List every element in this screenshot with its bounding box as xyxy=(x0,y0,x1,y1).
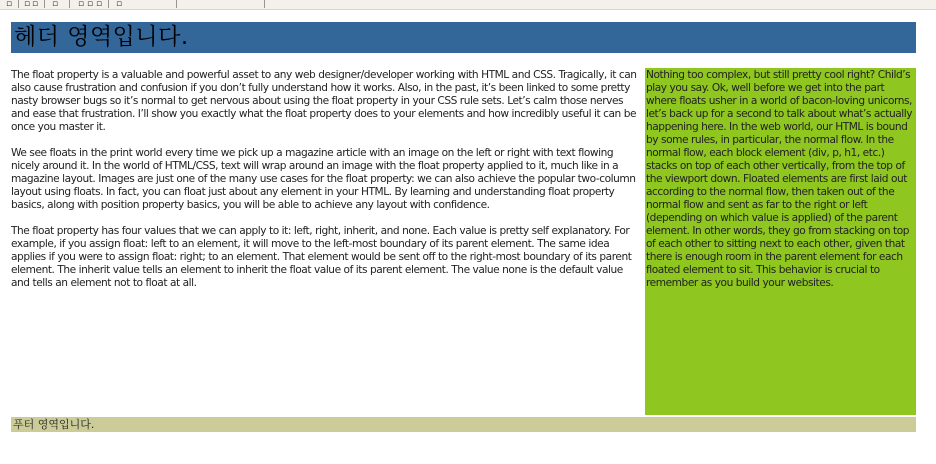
toolbar-separator xyxy=(18,0,19,8)
main-paragraph: The float property is a valuable and powerful asset to any web designer/developer working with HTML and CSS. Tragically, it can also cause frustration and confusion if you don’t fully understand how it works. Also, in the past, it’s been linked to some pretty nasty browser bugs so it’s normal to get nervous about using the float property in your CSS rule sets. Let’s calm those nerves and ease that frustration. I’ll show you exactly what the float property does to your elements and how incredibly useful it can be once you master it. xyxy=(11,69,637,133)
header-title: 헤더 영역입니다. xyxy=(14,24,189,50)
toolbar-glyph-icon[interactable]: ▫ xyxy=(78,0,85,9)
toolbar-separator xyxy=(69,0,70,8)
main-paragraph: The float property has four values that we can apply to it: left, right, inherit, and none. Each value is pretty self explanatory. For example, if you assign float: left to an element, it will move to the left-most boundary of its parent element. The same idea applies if you were to assign float: right; to an element. That element would be sent off to the right-most boundary of its parent element. The inherit value tells an element to inherit the float value of its parent element. The value none is the default value and tells an element not to float at all. xyxy=(11,225,632,289)
toolbar-glyph-icon[interactable]: ▫ xyxy=(52,0,59,9)
toolbar-glyph-icon[interactable]: ▫ xyxy=(96,0,103,9)
main-paragraph: We see floats in the print world every time we pick up a magazine article with an image on the left or right with text flowing nicely around it. In the world of HTML/CSS, text will wrap around an image with the float property applied to it, much like in a magazine layout. Images are just one of the many use cases for the float property: we can also achieve the popular two-column layout using floats. In fact, you can float just about any element in your HTML. By learning and understanding float property basics, along with position property basics, you will be able to achieve any layout with confidence. xyxy=(11,147,636,211)
footer-region xyxy=(11,417,916,432)
toolbar-separator xyxy=(108,0,109,8)
toolbar-glyph-icon[interactable]: ▫ xyxy=(116,0,123,9)
header-region xyxy=(11,22,916,53)
toolbar-glyph-icon[interactable]: ▫ xyxy=(24,0,31,9)
footer-text: 푸터 영역입니다. xyxy=(13,418,95,431)
toolbar-glyph-icon[interactable]: ▫ xyxy=(6,0,13,9)
toolbar-separator xyxy=(176,0,177,8)
sidebar-float-box xyxy=(645,68,916,415)
toolbar-glyph-icon[interactable]: ▫ xyxy=(32,0,39,9)
main-content xyxy=(11,69,642,303)
sidebar-paragraph: Nothing too complex, but still pretty cool right? Child’s play you say. Ok, well before we get into the part where floats usher in a world of bacon-loving unicorns, let’s back up for a second to talk about what’s actually happening here. In the web world, our HTML is bound by some rules, in particular, the normal flow. In the normal flow, each block element (div, p, h1, etc.) stacks on top of each other vertically, from the top of the viewport down. Floated elements are first laid out according to the normal flow, then taken out of the normal flow and sent as far to the right or left (depending on which value is applied) of the parent element. In other words, they go from stacking on top of each other to sitting next to each other, given that there is enough room in the parent element for each floated element to sit. This behavior is crucial to remember as you build your websites. xyxy=(646,69,913,289)
toolbar-glyph-icon[interactable]: ▫ xyxy=(87,0,94,9)
browser-toolbar-strip xyxy=(0,0,936,10)
toolbar-separator xyxy=(264,0,265,8)
toolbar-separator xyxy=(44,0,45,8)
